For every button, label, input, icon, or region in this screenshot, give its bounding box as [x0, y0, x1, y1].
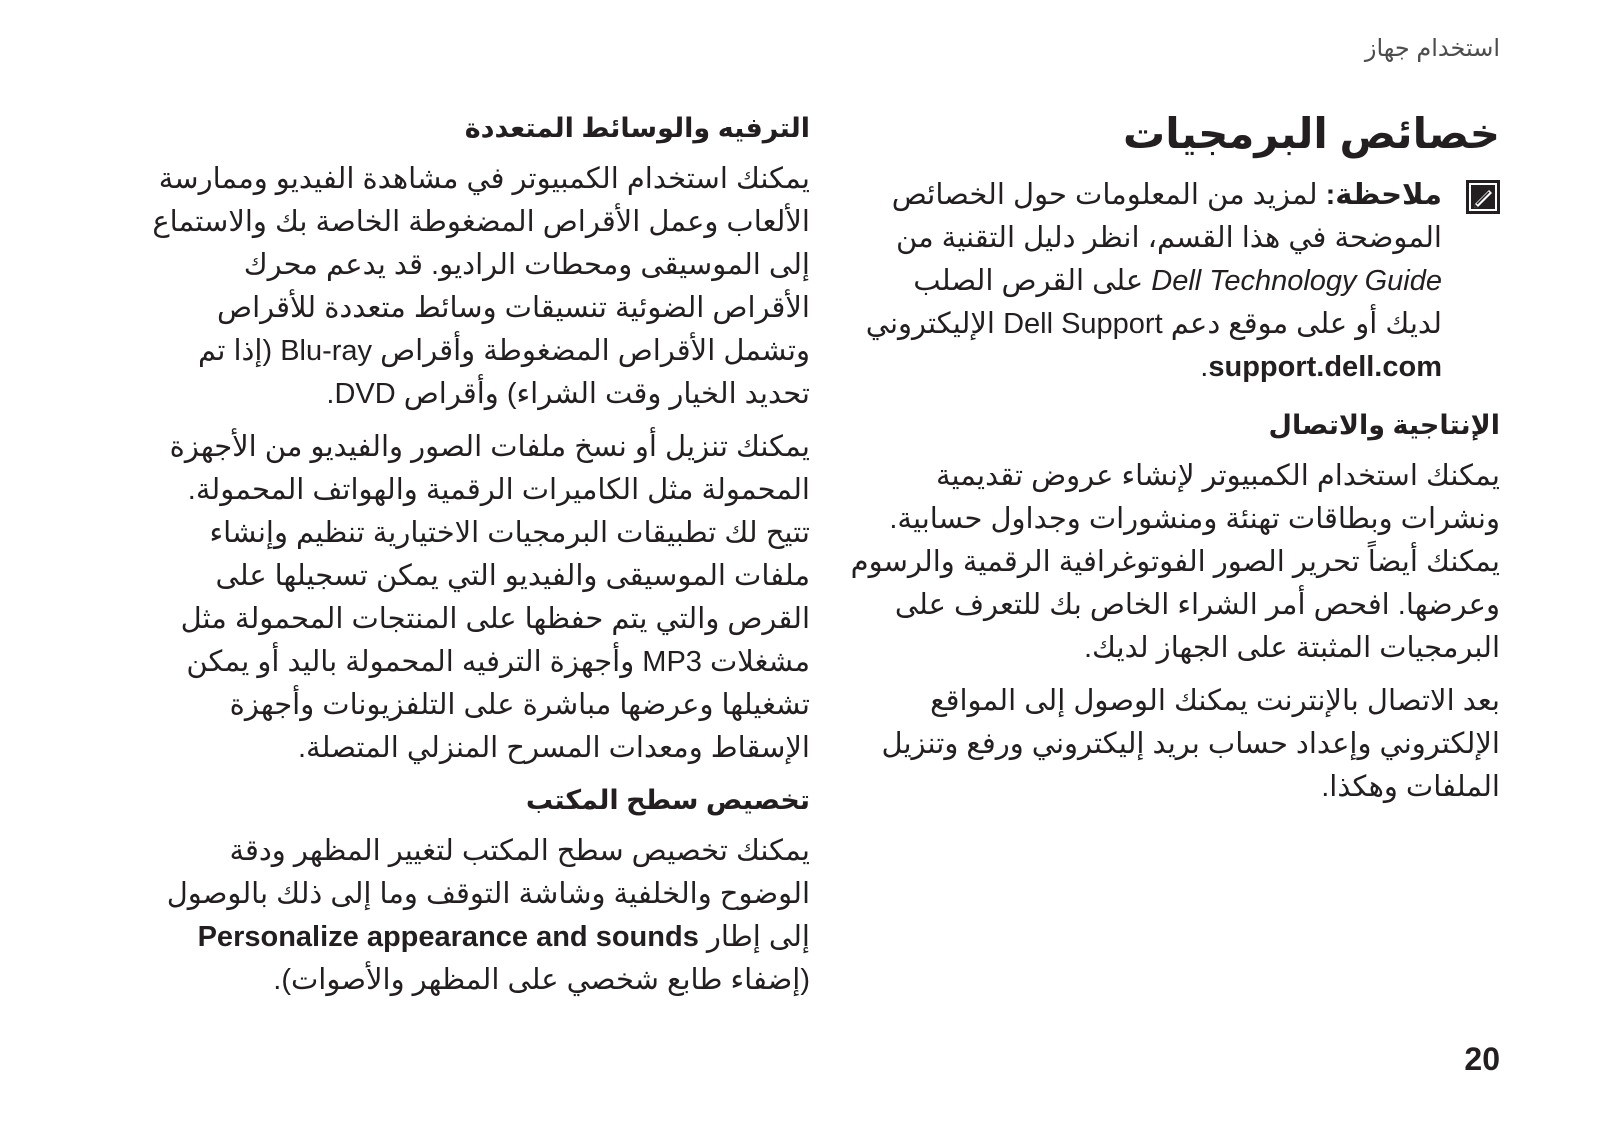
- mp3-term: MP3: [642, 646, 702, 678]
- entertainment-text-2a: يمكنك تنزيل أو نسخ ملفات الصور والفيديو من الأجهزة المحمولة مثل الكاميرات الرقمية والهواتف المحمولة. تتيح لك تطبيقات البرمجيات الاختيارية تنظيم وإنشاء ملفات الموسيقى والفيديو التي يمكن تسجيلها على القرص والتي يتم حفظها على المنتجات المحمولة مثل مشغلات: [169, 431, 810, 678]
- entertainment-paragraph-1: [150, 158, 810, 416]
- personalize-term: Personalize appearance and sounds: [197, 921, 699, 953]
- productivity-heading: الإنتاجية والاتصال: [1268, 410, 1500, 440]
- entertainment-heading: الترفيه والوسائط المتعددة: [464, 113, 810, 143]
- note-end: .: [1200, 351, 1209, 383]
- note-box: [840, 174, 1500, 389]
- dell-support-name: Dell Support: [1003, 308, 1163, 340]
- section-title: خصائص البرمجيات: [1123, 110, 1500, 157]
- note-pencil-icon: [1466, 180, 1500, 214]
- note-body-2: على القرص الصلب لديك أو على موقع دعم: [913, 265, 1442, 340]
- technology-guide-title: Dell Technology Guide: [1151, 265, 1442, 297]
- note-body-3: الإليكتروني: [865, 308, 995, 340]
- dvd-term: DVD: [334, 378, 396, 410]
- note-label: ملاحظة:: [1325, 179, 1442, 211]
- entertainment-text-1a: يمكنك استخدام الكمبيوتر في مشاهدة الفيديو وممارسة الألعاب وعمل الأقراص المضغوطة الخاصة بك والاستماع إلى الموسيقى ومحطات الراديو. قد يدعم محرك الأقراص الضوئية تنسيقات وسائط متعددة للأقراص وتشمل الأقراص المضغوطة وأقراص: [152, 163, 810, 367]
- note-body-1: لمزيد من المعلومات حول الخصائص الموضحة في هذا القسم، انظر دليل التقنية من: [891, 179, 1442, 254]
- right-column: [840, 106, 1500, 819]
- page-number: 20: [1464, 1041, 1500, 1077]
- entertainment-text-1b: (إذا تم تحديد الخيار وقت الشراء) وأقراص: [198, 335, 810, 410]
- left-column: [150, 108, 810, 1012]
- productivity-paragraph-2: بعد الاتصال بالإنترنت يمكنك الوصول إلى المواقع الإلكتروني وإعداد حساب بريد إليكتروني ورفع وتنزيل الملفات وهكذا.: [881, 685, 1500, 803]
- entertainment-text-2b: وأجهزة الترفيه المحمولة باليد أو يمكن تشغيلها وعرضها مباشرة على التلفزيونات وأجهزة الإسقاط ومعدات المسرح المنزلي المتصلة.: [186, 646, 810, 764]
- desktop-text-b: (إضفاء طابع شخصي على المظهر والأصوات).: [273, 964, 810, 996]
- desktop-paragraph: [150, 830, 810, 1002]
- entertainment-text-1c: .: [326, 378, 335, 410]
- desktop-heading: تخصيص سطح المكتب: [525, 785, 810, 815]
- note-text: [862, 174, 1442, 389]
- desktop-text-a: يمكنك تخصيص سطح المكتب لتغيير المظهر ودقة الوضوح والخلفية وشاشة التوقف وما إلى ذلك بالوصول إلى إطار: [166, 835, 810, 953]
- bluray-term: Blu-ray: [280, 335, 373, 367]
- productivity-paragraph-1: يمكنك استخدام الكمبيوتر لإنشاء عروض تقديمية ونشرات وبطاقات تهنئة ومنشورات وجداول حسابية. يمكنك أيضاً تحرير الصور الفوتوغرافية الرقمية والرسوم وعرضها. افحص أمر الشراء الخاص بك للتعرف على البرمجيات المثبتة على الجهاز لديك.: [850, 460, 1500, 664]
- support-url-link[interactable]: support.dell.com: [1208, 351, 1442, 383]
- running-header: استخدام جهاز: [1364, 35, 1500, 62]
- entertainment-paragraph-2: [150, 426, 810, 770]
